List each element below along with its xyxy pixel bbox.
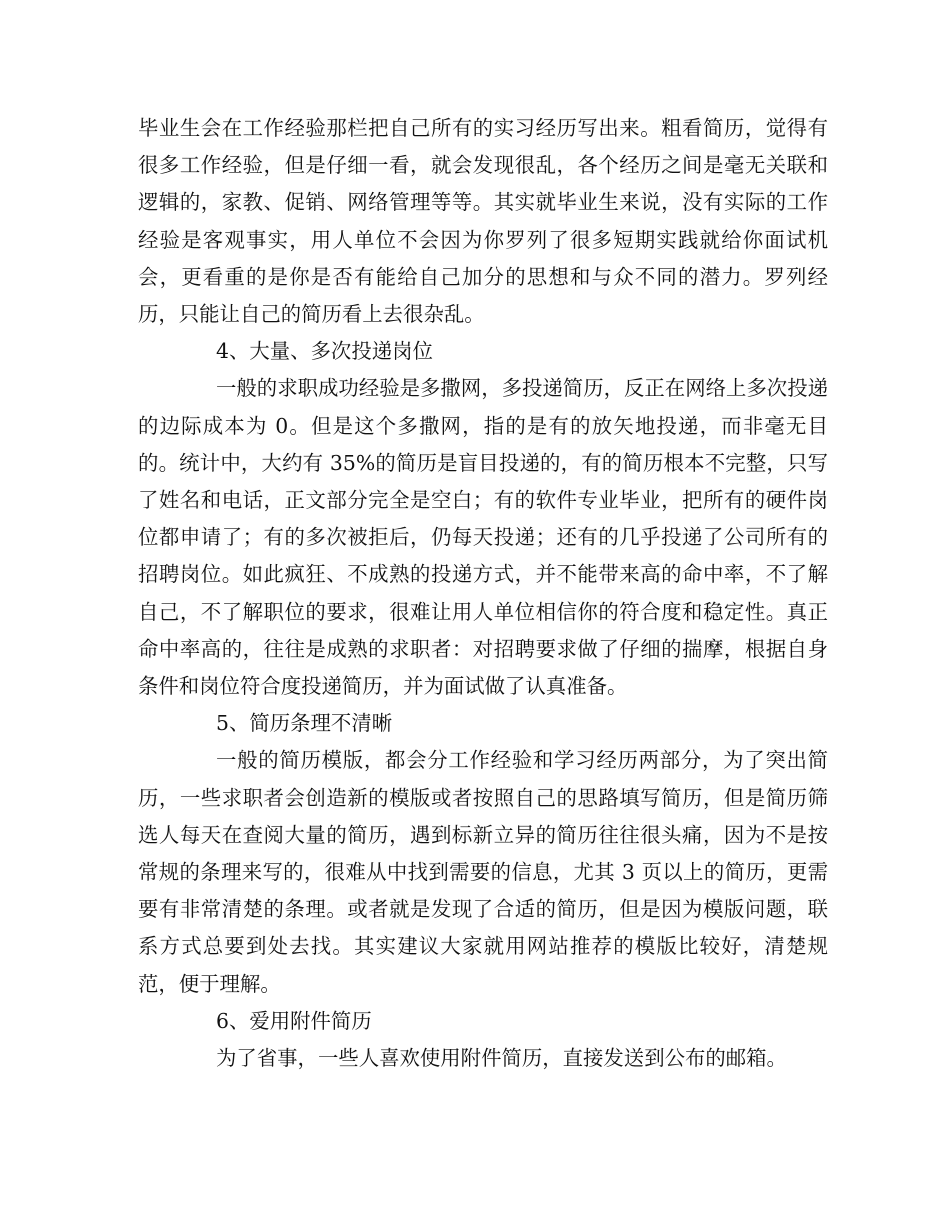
paragraph-work-experience: 毕业生会在工作经验那栏把自己所有的实习经历写出来。粗看简历，觉得有很多工作经验，但是仔细一看，就会发现很乱，各个经历之间是毫无关联和逻辑的，家教、促销、网络管理等等。其实就毕业生来说，没有实际的工作经验是客观事实，用人单位不会因为你罗列了很多短期实践就给你面试机会，更看重的是你是否有能给自己加分的思想和与众不同的潜力。罗列经历，只能让自己的简历看上去很杂乱。 <box>138 116 828 327</box>
section-heading-5: 5、简历条理不清晰 <box>216 711 393 736</box>
document-body <box>138 110 828 1077</box>
section-heading-4: 4、大量、多次投递岗位 <box>216 339 433 364</box>
paragraph-resume-structure: 一般的简历模版，都会分工作经验和学习经历两部分，为了突出简历，一些求职者会创造新的模版或者按照自己的思路填写简历，但是简历筛选人每天在查阅大量的简历，遇到标新立异的简历往往很头痛，因为不是按常规的条理来写的，很难从中找到需要的信息，尤其 3 页以上的简历，更需要有非常清楚的条理。或者就是发现了合适的简历，但是因为模版问题，联系方式总要到处去找。其实建议大家就用网站推荐的模版比较好，清楚规范，便于理解。 <box>138 748 828 996</box>
paragraph-attachment-resume: 为了省事，一些人喜欢使用附件简历，直接发送到公布的邮箱。 <box>216 1046 787 1071</box>
section-heading-6: 6、爱用附件简历 <box>216 1008 372 1033</box>
paragraph-mass-applications: 一般的求职成功经验是多撒网，多投递简历，反正在网络上多次投递的边际成本为 0。但是这个多撒网，指的是有的放矢地投递，而非毫无目的。统计中，大约有 35%的简历是盲目投递的，有的简历根本不完整，只写了姓名和电话，正文部分完全是空白；有的软件专业毕业，把所有的硬件岗位都申请了；有的多次被拒后，仍每天投递；还有的几乎投递了公司所有的招聘岗位。如此疯狂、不成熟的投递方式，并不能带来高的命中率，不了解自己，不了解职位的要求，很难让用人单位相信你的符合度和稳定性。真正命中率高的，往往是成熟的求职者：对招聘要求做了仔细的揣摩，根据自身条件和岗位符合度投递简历，并为面试做了认真准备。 <box>138 376 828 699</box>
